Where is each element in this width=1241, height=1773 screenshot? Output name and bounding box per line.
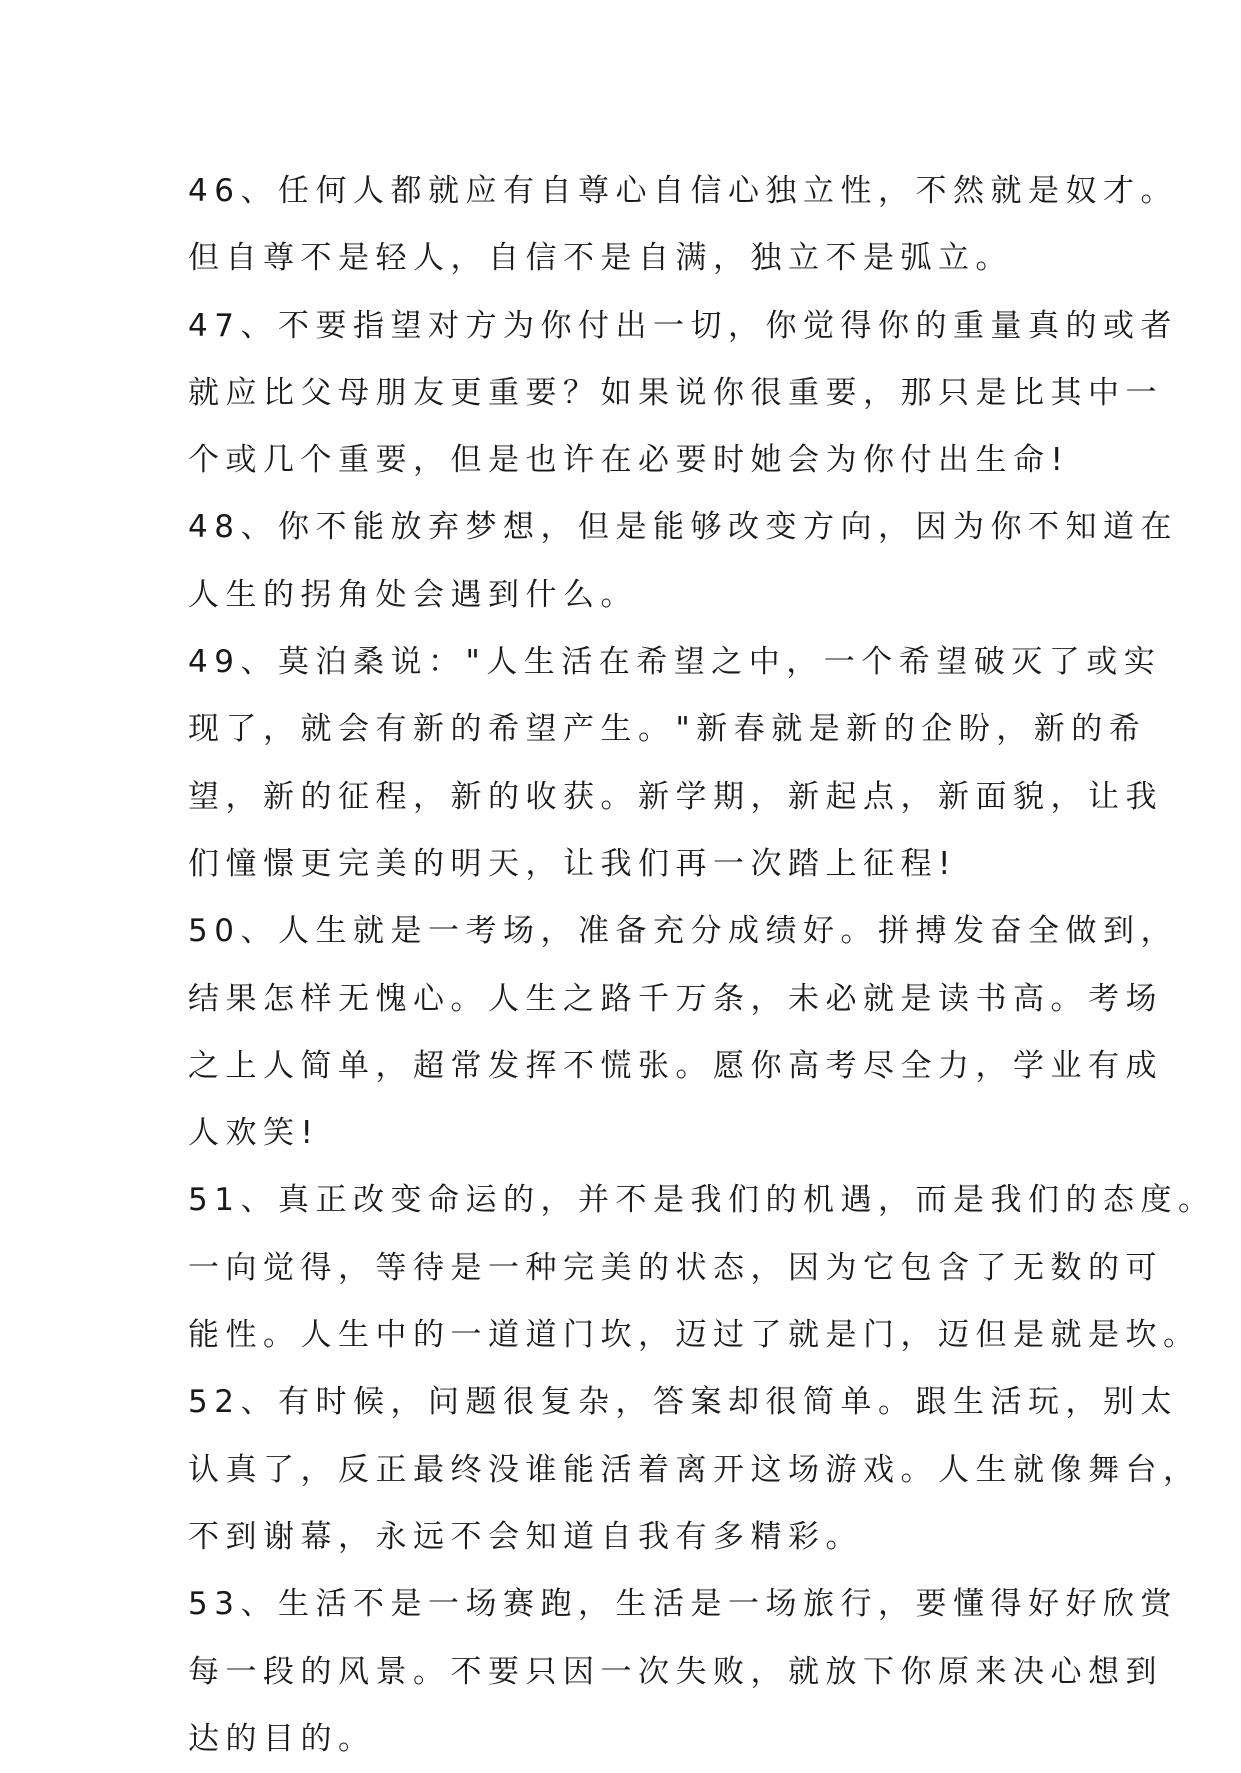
text-line: 人欢笑! <box>188 1115 320 1152</box>
text-line: 49、莫泊桑说："人生活在希望之中，一个希望破灭了或实 <box>188 644 1162 681</box>
text-line: 个或几个重要，但是也许在必要时她会为你付出生命! <box>188 442 1070 479</box>
text-line: 每一段的风景。不要只因一次失败，就放下你原来决心想到 <box>188 1653 1163 1690</box>
text-line: 能性。人生中的一道道门坎，迈过了就是门，迈但是就是坎。 <box>188 1317 1201 1354</box>
text-line: 48、你不能放弃梦想，但是能够改变方向，因为你不知道在 <box>188 509 1178 546</box>
text-line: 就应比父母朋友更重要？如果说你很重要，那只是比其中一 <box>188 374 1163 411</box>
text-line: 人生的拐角处会遇到什么。 <box>188 576 638 613</box>
document-body <box>188 158 1216 1773</box>
text-line: 们憧憬更完美的明天，让我们再一次踏上征程! <box>188 845 957 882</box>
text-line: 52、有时候，问题很复杂，答案却很简单。跟生活玩，别太 <box>188 1384 1178 1421</box>
text-line: 达的目的。 <box>188 1720 376 1757</box>
text-line: 认真了，反正最终没谁能活着离开这场游戏。人生就像舞台， <box>188 1451 1201 1488</box>
text-line: 50、人生就是一考场，准备充分成绩好。拼搏发奋全做到， <box>188 913 1178 950</box>
text-line: 不到谢幕，永远不会知道自我有多精彩。 <box>188 1518 863 1555</box>
text-line: 47、不要指望对方为你付出一切，你觉得你的重量真的或者 <box>188 307 1178 344</box>
text-line: 结果怎样无愧心。人生之路千万条，未必就是读书高。考场 <box>188 980 1163 1017</box>
text-line: 一向觉得，等待是一种完美的状态，因为它包含了无数的可 <box>188 1249 1163 1286</box>
text-line: 之上人简单，超常发挥不慌张。愿你高考尽全力，学业有成 <box>188 1047 1163 1084</box>
text-line: 望，新的征程，新的收获。新学期，新起点，新面貌，让我 <box>188 778 1163 815</box>
text-line: 但自尊不是轻人，自信不是自满，独立不是弧立。 <box>188 240 1013 277</box>
text-line: 51、真正改变命运的，并不是我们的机遇，而是我们的态度。 <box>188 1182 1216 1219</box>
text-line: 53、生活不是一场赛跑，生活是一场旅行，要懂得好好欣赏 <box>188 1586 1178 1623</box>
text-line: 现了，就会有新的希望产生。"新春就是新的企盼，新的希 <box>188 711 1147 748</box>
text-line: 46、任何人都就应有自尊心自信心独立性，不然就是奴才。 <box>188 173 1178 209</box>
